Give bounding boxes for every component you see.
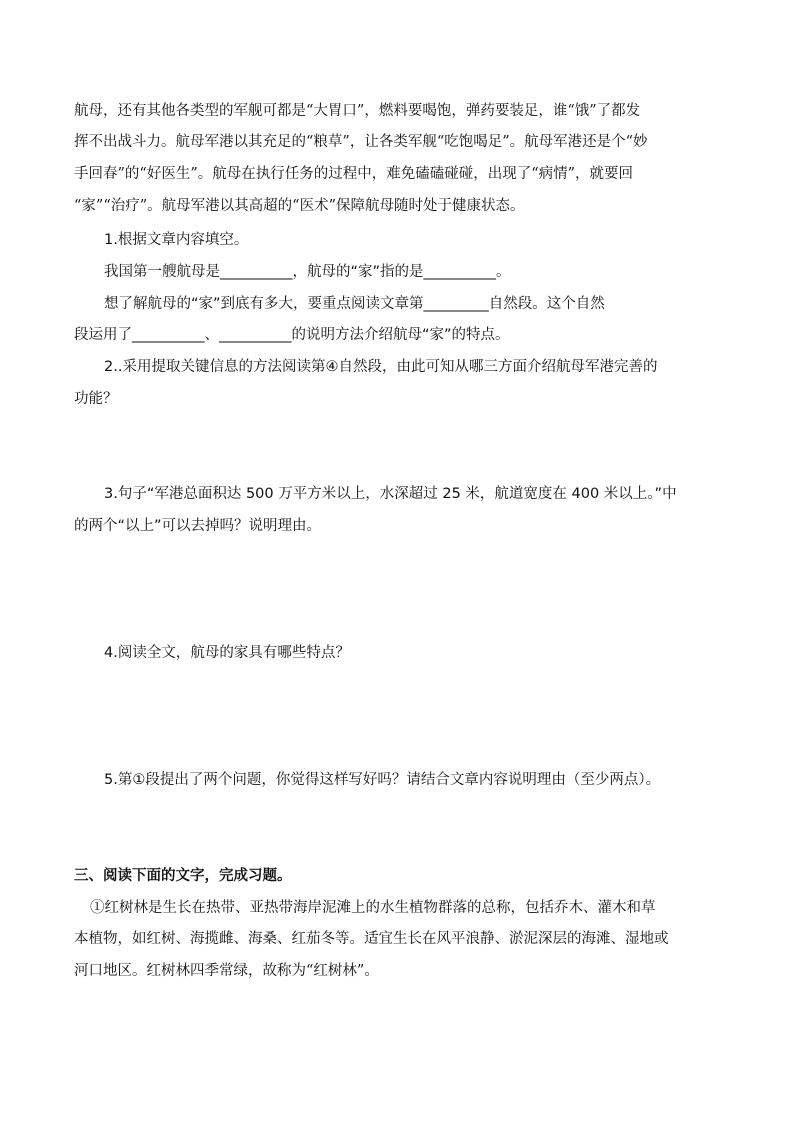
question-1-line: 想了解航母的“家”到底有多大，要重点阅读文章第_________自然段。这个自然 [104, 296, 605, 312]
passage-line: 手回春”的“好医生”。航母在执行任务的过程中，难免磕磕碰碰，出现了“病情”，就要回 [74, 166, 634, 182]
question-3-line: 的两个“以上”可以去掉吗？说明理由。 [74, 518, 322, 534]
passage-line: 河口地区。红树林四季常绿，故称为“红树林”。 [74, 963, 379, 979]
question-1-line: 段运用了__________、__________的说明方法介绍航母“家”的特点。 [74, 327, 510, 343]
passage-line: “家”“治疗”。航母军港以其高超的“医术”保障航母随时处于健康状态。 [74, 198, 525, 214]
passage-line: ①红树林是生长在热带、亚热带海岸泥滩上的水生植物群落的总称，包括乔木、灌木和草 [90, 900, 656, 916]
passage-line: 航母，还有其他各类型的军舰可都是“大胃口”，燃料要喝饱，弹药要装足，谁“饿”了都发 [74, 103, 641, 119]
question-1-line: 我国第一艘航母是__________，航母的“家”指的是__________。 [104, 264, 511, 280]
passage-line: 挥不出战斗力。航母军港以其充足的“粮草”，让各类军舰“吃饱喝足”。航母军港还是个“妙 [74, 134, 648, 150]
question-5-line: 5.第①段提出了两个问题，你觉得这样写好吗？请结合文章内容说明理由（至少两点）。 [104, 772, 661, 788]
section-heading: 三、阅读下面的文字，完成习题。 [74, 868, 292, 884]
question-2-line: 2..采用提取关键信息的方法阅读第④自然段，由此可知从哪三方面介绍航母军港完善的 [104, 359, 658, 375]
question-2-line: 功能？ [74, 391, 118, 407]
question-4-line: 4.阅读全文，航母的家具有哪些特点？ [104, 645, 350, 661]
passage-line: 本植物，如红树、海揽雌、海桑、红茄冬等。适宜生长在风平浪静、淤泥深层的海滩、湿地或 [74, 931, 669, 947]
question-1-title: 1.根据文章内容填空。 [104, 232, 249, 248]
question-3-line: 3.句子“军港总面积达 500 万平方米以上，水深超过 25 米，航道宽度在 400 米以上。”中 [104, 486, 677, 502]
